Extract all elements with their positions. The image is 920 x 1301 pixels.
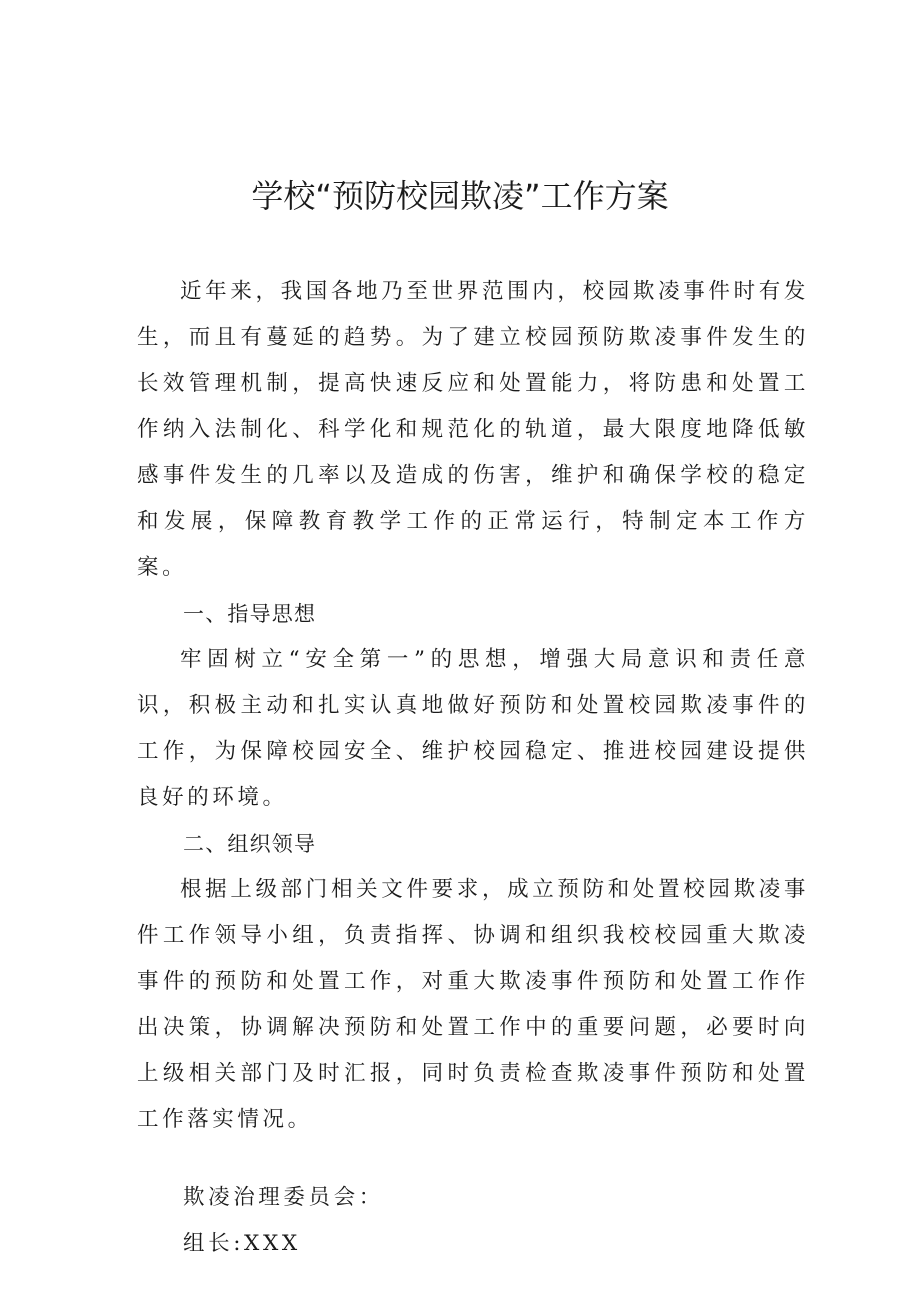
section-paragraph-organization-leadership: 根据上级部门相关文件要求，成立预防和处置校园欺凌事件工作领导小组，负责指挥、协调和组织我校校园重大欺凌事件的预防和处置工作，对重大欺凌事件预防和处置工作作出决策，协调解决预防和处置工作中的重要问题，必要时向上级相关部门及时汇报，同时负责检查欺凌事件预防和处置工作落实情况。 — [137, 877, 809, 1132]
document-body — [137, 269, 809, 1267]
section-heading-guiding-ideology: 一、指导思想 — [183, 602, 317, 626]
intro-paragraph: 近年来，我国各地乃至世界范围内，校园欺凌事件时有发生，而且有蔓延的趋势。为了建立校园预防欺凌事件发生的长效管理机制，提高快速反应和处置能力，将防患和处置工作纳入法制化、科学化和规范化的轨道，最大限度地降低敏感事件发生的几率以及造成的伤害，维护和确保学校的稳定和发展，保障教育教学工作的正常运行，特制定本工作方案。 — [137, 279, 809, 580]
section-paragraph-guiding-ideology: 牢固树立“安全第一”的思想，增强大局意识和责任意识，积极主动和扎实认真地做好预防和处置校园欺凌事件的工作，为保障校园安全、维护校园稳定、推进校园建设提供良好的环境。 — [137, 647, 809, 810]
committee-label: 欺凌治理委员会： — [183, 1185, 384, 1210]
leader-line: 组长:XXX — [183, 1231, 301, 1256]
section-spacer — [137, 1143, 809, 1175]
section-heading-organization-leadership: 二、组织领导 — [183, 832, 317, 856]
document-title: 学校“预防校园欺凌”工作方案 — [251, 177, 669, 215]
